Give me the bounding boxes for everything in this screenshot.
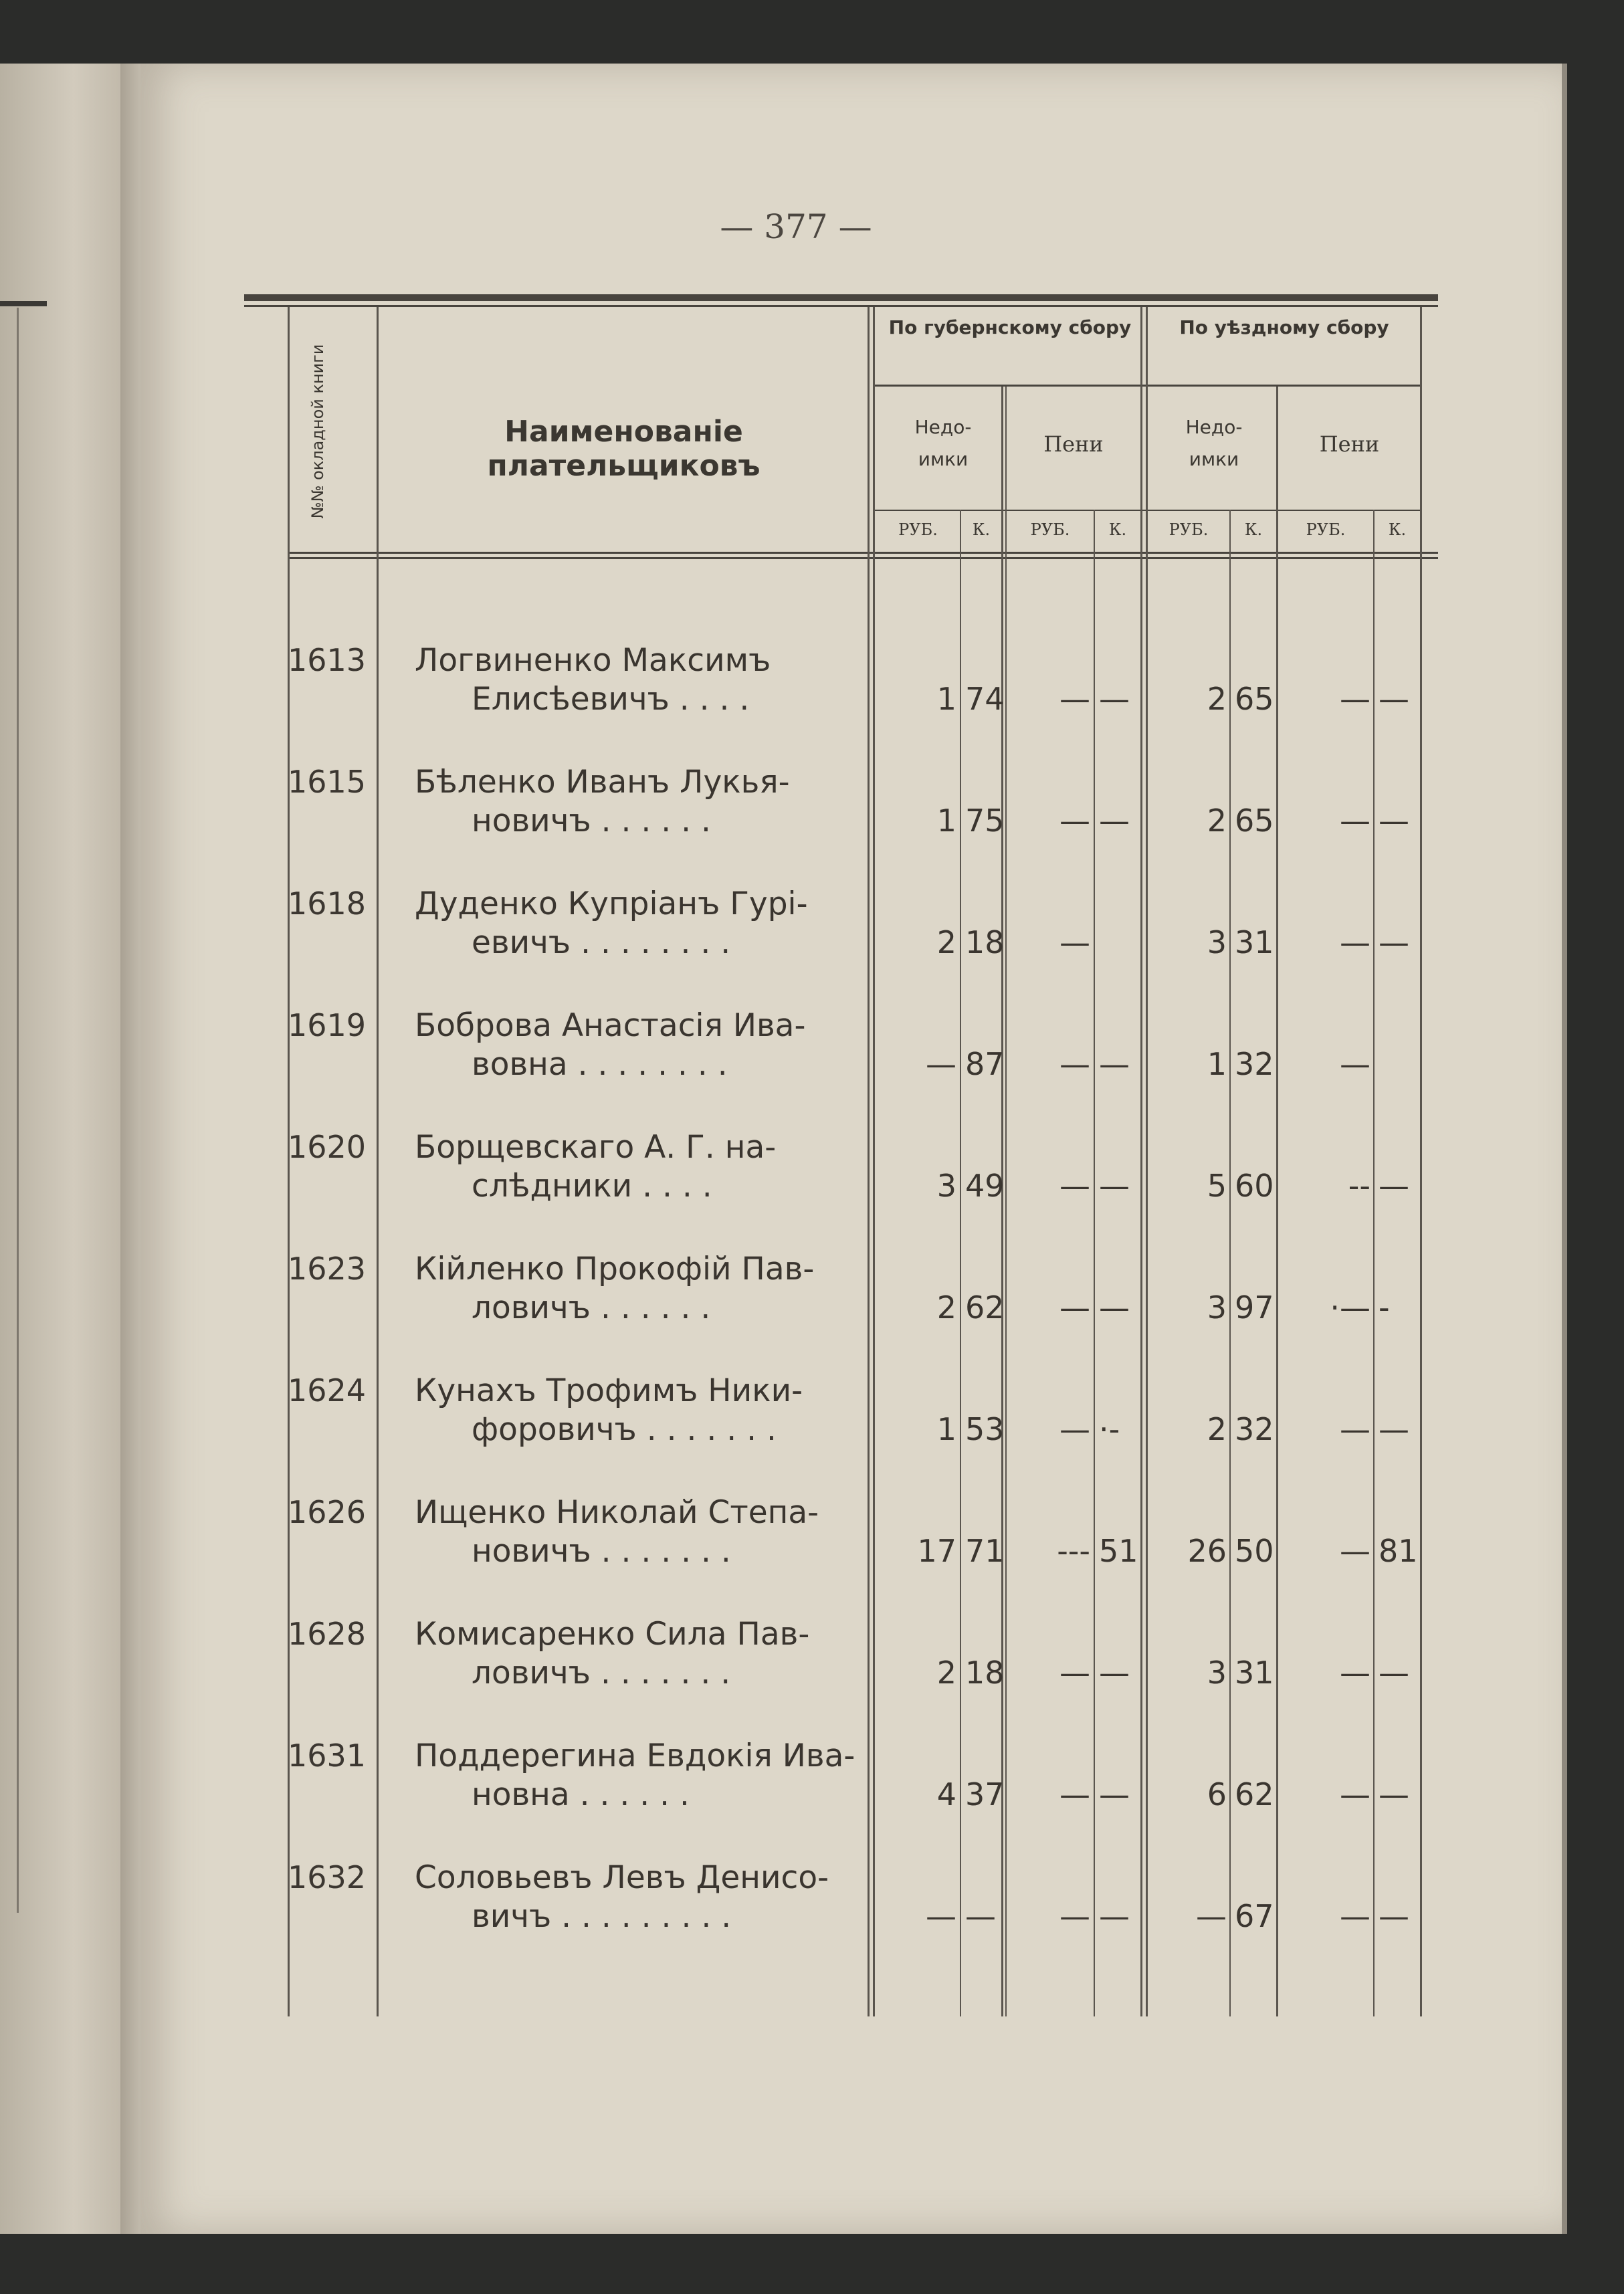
amount-u-p-r: —	[1340, 803, 1371, 839]
amount-g-n-k: —	[965, 1898, 996, 1934]
amount-u-p-k: —	[1379, 1898, 1409, 1934]
amount-g-n-k: 37	[965, 1776, 1005, 1812]
amount-g-p-k: —	[1099, 1655, 1130, 1691]
amount-g-p-k: —	[1099, 1289, 1130, 1326]
amount-g-n-k: 75	[965, 803, 1005, 839]
col-line-uezd-a	[1140, 307, 1142, 2016]
payer-name-line2: ловичъ . . . . . . .	[472, 1655, 731, 1691]
table-top-rule-thin	[244, 305, 1438, 307]
amount-u-n-k: 67	[1235, 1898, 1274, 1934]
amount-u-n-k: 32	[1235, 1411, 1274, 1447]
payer-name-line1: Ищенко Николай Степа-	[415, 1494, 819, 1531]
col-header-gub: По губернскому сбору	[888, 316, 1132, 338]
amount-g-p-r: —	[1059, 1776, 1090, 1812]
table-top-rule	[244, 294, 1438, 301]
unit-g-n-rub: РУБ.	[898, 520, 938, 539]
row-book-number: 1624	[288, 1372, 367, 1409]
amount-g-p-r: ---	[1057, 1533, 1090, 1569]
amount-g-n-k: 53	[965, 1411, 1005, 1447]
row-book-number: 1615	[288, 764, 367, 800]
amount-u-n-r: —	[1196, 1898, 1227, 1934]
row-book-number: 1619	[288, 1007, 367, 1043]
amount-u-p-r: —	[1340, 1655, 1371, 1691]
amount-g-p-r: —	[1059, 1046, 1090, 1082]
ledger-table	[244, 294, 1438, 2016]
row-book-number: 1623	[288, 1251, 367, 1287]
amount-u-n-k: 97	[1235, 1289, 1274, 1326]
amount-g-n-k: 62	[965, 1289, 1005, 1326]
amount-u-n-r: 2	[1207, 681, 1227, 717]
col-header-book: №№ окладной книги	[308, 344, 327, 519]
amount-u-p-k: -	[1379, 1289, 1390, 1326]
amount-g-n-k: 49	[965, 1168, 1005, 1204]
amount-u-n-r: 5	[1207, 1168, 1227, 1204]
amount-u-n-k: 31	[1235, 924, 1274, 960]
payer-name-line2: новна . . . . . .	[472, 1776, 690, 1813]
amount-u-p-k: —	[1379, 1411, 1409, 1447]
amount-u-p-r: —	[1340, 1533, 1371, 1569]
amount-g-n-r: 4	[936, 1776, 956, 1812]
amount-g-p-k: ·-	[1099, 1411, 1120, 1447]
amount-g-p-r: —	[1059, 1898, 1090, 1934]
left-page	[0, 64, 134, 2234]
amount-g-n-r: 3	[936, 1168, 956, 1204]
amount-g-n-k: 71	[965, 1533, 1005, 1569]
amount-u-p-r: —	[1340, 1411, 1371, 1447]
unit-u-n-kop: К.	[1244, 520, 1263, 539]
amount-u-n-k: 65	[1235, 681, 1274, 717]
col-header-name: Наименованіе плательщиковъ	[487, 415, 760, 483]
amount-u-p-r: —	[1340, 924, 1371, 960]
col-header-g-peni: Пени	[1043, 431, 1104, 457]
amount-u-n-k: 50	[1235, 1533, 1274, 1569]
amount-g-n-r: —	[926, 1046, 956, 1082]
amount-u-n-r: 26	[1187, 1533, 1227, 1569]
amount-g-p-r: —	[1059, 1168, 1090, 1204]
payer-name-line1: Логвиненко Максимъ	[415, 642, 771, 679]
amount-u-p-r: ·—	[1330, 1289, 1371, 1326]
payer-name-line2: Елисѣевичъ . . . .	[472, 681, 750, 718]
unit-u-p-rub: РУБ.	[1306, 520, 1346, 539]
amount-u-p-k: —	[1379, 1655, 1409, 1691]
amount-g-n-r: 1	[936, 1411, 956, 1447]
amount-u-n-k: 62	[1235, 1776, 1274, 1812]
amount-g-p-k: —	[1099, 803, 1130, 839]
page-number: — 377 —	[720, 207, 872, 246]
amount-u-p-k: —	[1379, 681, 1409, 717]
amount-u-n-r: 2	[1207, 803, 1227, 839]
amount-g-n-k: 18	[965, 1655, 1005, 1691]
unit-u-n-rub: РУБ.	[1169, 520, 1209, 539]
col-line-right	[1420, 307, 1422, 2016]
amount-u-n-r: 6	[1207, 1776, 1227, 1812]
amount-u-p-r: —	[1340, 1046, 1371, 1082]
payer-name-line2: вичъ . . . . . . . . .	[472, 1898, 732, 1935]
left-page-rule	[0, 301, 47, 306]
row-book-number: 1620	[288, 1129, 367, 1165]
row-book-number: 1613	[288, 642, 367, 678]
payer-name-line1: Боброва Анастасія Ива-	[415, 1007, 806, 1044]
amount-g-n-k: 74	[965, 681, 1005, 717]
amount-g-n-k: 87	[965, 1046, 1005, 1082]
unit-g-n-kop: К.	[972, 520, 991, 539]
amount-g-p-k: 51	[1099, 1533, 1138, 1569]
amount-g-p-k: —	[1099, 1776, 1130, 1812]
col-header-uezd: По уѣздному сбору	[1179, 316, 1389, 338]
amount-g-p-r: —	[1059, 803, 1090, 839]
col-header-g-nedoimki: Недо- имки	[914, 416, 972, 470]
payer-name-line1: Кунахъ Трофимъ Ники-	[415, 1372, 803, 1409]
amount-u-p-k: —	[1379, 803, 1409, 839]
amount-u-n-k: 32	[1235, 1046, 1274, 1082]
amount-u-p-r: —	[1340, 681, 1371, 717]
col-line-uezd-b	[1146, 307, 1148, 2016]
row-book-number: 1632	[288, 1859, 367, 1895]
row-book-number: 1626	[288, 1494, 367, 1530]
amount-u-n-r: 1	[1207, 1046, 1227, 1082]
amount-g-n-r: 2	[936, 924, 956, 960]
amount-g-p-k: —	[1099, 681, 1130, 717]
amount-u-p-r: —	[1340, 1776, 1371, 1812]
amount-g-p-k: —	[1099, 1898, 1130, 1934]
payer-name-line1: Дуденко Купріанъ Гурі-	[415, 885, 808, 922]
unit-u-p-kop: К.	[1388, 520, 1407, 539]
payer-name-line1: Борщевскаго А. Г. на-	[415, 1129, 777, 1166]
amount-g-p-r: —	[1059, 1655, 1090, 1691]
payer-name-line1: Поддерегина Евдокія Ива-	[415, 1738, 855, 1774]
header-bottom-rule-2	[288, 557, 1438, 559]
payer-name-line2: форовичъ . . . . . . .	[472, 1411, 777, 1448]
amount-u-p-k: —	[1379, 1776, 1409, 1812]
amount-g-p-r: —	[1059, 681, 1090, 717]
page-edge	[1562, 64, 1567, 2234]
amount-u-n-r: 3	[1207, 1655, 1227, 1691]
payer-name-line2: вовна . . . . . . . .	[472, 1046, 728, 1083]
amount-g-p-k: —	[1099, 1168, 1130, 1204]
amount-u-p-k: 81	[1379, 1533, 1418, 1569]
unit-g-p-kop: К.	[1108, 520, 1127, 539]
amount-g-n-k: 18	[965, 924, 1005, 960]
unit-g-p-rub: РУБ.	[1030, 520, 1070, 539]
amount-g-n-r: 1	[936, 681, 956, 717]
payer-name-line2: ловичъ . . . . . .	[472, 1289, 711, 1326]
left-page-column-line	[17, 308, 19, 1913]
amount-g-p-k: —	[1099, 1046, 1130, 1082]
amount-g-n-r: 2	[936, 1655, 956, 1691]
row-book-number: 1618	[288, 885, 367, 922]
row-book-number: 1628	[288, 1616, 367, 1652]
amount-g-p-r: —	[1059, 1411, 1090, 1447]
col-header-u-peni: Пени	[1319, 431, 1380, 457]
amount-u-n-k: 60	[1235, 1168, 1274, 1204]
amount-g-n-r: 2	[936, 1289, 956, 1326]
amount-g-p-r: —	[1059, 1289, 1090, 1326]
amount-g-p-r: —	[1059, 924, 1090, 960]
amount-u-p-k: —	[1379, 924, 1409, 960]
payer-name-line2: слѣдники . . . .	[472, 1168, 712, 1205]
row-book-number: 1631	[288, 1738, 367, 1774]
amount-u-n-k: 31	[1235, 1655, 1274, 1691]
amount-u-n-r: 3	[1207, 1289, 1227, 1326]
payer-name-line1: Соловьевъ Левъ Денисо-	[415, 1859, 829, 1896]
payer-name-line2: новичъ . . . . . . .	[472, 1533, 731, 1570]
amount-u-n-r: 2	[1207, 1411, 1227, 1447]
payer-name-line2: новичъ . . . . . .	[472, 803, 711, 839]
payer-name-line2: евичъ . . . . . . . .	[472, 924, 731, 961]
col-header-u-nedoimki: Недо- имки	[1185, 416, 1243, 470]
amount-g-n-r: —	[926, 1898, 956, 1934]
amount-u-n-k: 65	[1235, 803, 1274, 839]
amount-u-p-k: —	[1379, 1168, 1409, 1204]
amount-u-p-r: —	[1340, 1898, 1371, 1934]
payer-name-line1: Комисаренко Сила Пав-	[415, 1616, 810, 1653]
amount-g-n-r: 1	[936, 803, 956, 839]
amount-u-n-r: 3	[1207, 924, 1227, 960]
amount-u-p-r: --	[1348, 1168, 1371, 1204]
payer-name-line1: Бѣленко Иванъ Лукья-	[415, 764, 790, 801]
header-bottom-rule	[288, 552, 1438, 554]
payer-name-line1: Кійленко Прокофій Пав-	[415, 1251, 815, 1287]
amount-g-n-r: 17	[917, 1533, 956, 1569]
